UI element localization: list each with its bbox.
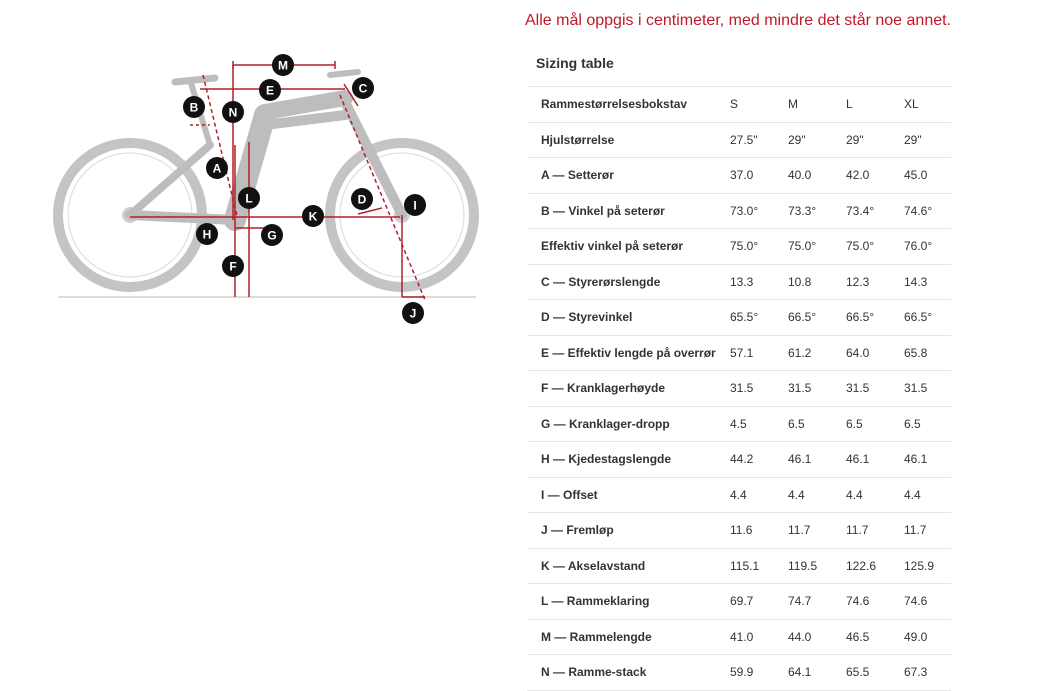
- svg-text:D: D: [357, 192, 367, 207]
- svg-text:B: B: [189, 100, 199, 115]
- row-value: 27.5": [730, 122, 788, 158]
- table-row: [527, 619, 951, 655]
- svg-text:M: M: [278, 58, 288, 73]
- table-row: [527, 193, 951, 229]
- row-value: 66.5°: [788, 300, 846, 336]
- table-row: [527, 122, 951, 158]
- row-value: 4.5: [730, 406, 788, 442]
- row-value: 41.0: [730, 619, 788, 655]
- row-label: A — Setterør: [527, 158, 730, 194]
- row-value: 37.0: [730, 158, 788, 194]
- row-value: 76.0°: [904, 229, 951, 265]
- badge-m: [272, 54, 294, 76]
- row-value: 44.2: [730, 442, 788, 478]
- row-value: 57.1: [730, 335, 788, 371]
- row-value: 11.6: [730, 513, 788, 549]
- row-value: 61.2: [788, 335, 846, 371]
- badge-j: [402, 302, 424, 324]
- row-value: 6.5: [904, 406, 951, 442]
- table-row: [527, 264, 951, 300]
- table-row: [527, 442, 951, 478]
- svg-text:H: H: [202, 227, 212, 242]
- row-value: 125.9: [904, 548, 951, 584]
- table-row: [527, 229, 951, 265]
- svg-text:E: E: [265, 83, 275, 98]
- row-value: 4.4: [846, 477, 904, 513]
- row-label: H — Kjedestagslengde: [527, 442, 730, 478]
- row-value: 64.0: [846, 335, 904, 371]
- badge-k: [302, 205, 324, 227]
- svg-text:F: F: [229, 259, 237, 274]
- row-value: 59.9: [730, 655, 788, 691]
- badge-c: [352, 77, 374, 99]
- sizing-table: [527, 86, 951, 691]
- header-label: Rammestørrelsesbokstav: [527, 87, 730, 123]
- row-value: 65.5: [846, 655, 904, 691]
- svg-text:J: J: [409, 306, 417, 321]
- table-row: [527, 300, 951, 336]
- svg-text:C: C: [358, 81, 368, 96]
- row-value: 115.1: [730, 548, 788, 584]
- row-value: 46.5: [846, 619, 904, 655]
- row-value: 119.5: [788, 548, 846, 584]
- row-value: 31.5: [904, 371, 951, 407]
- row-value: 29": [788, 122, 846, 158]
- badge-i: [404, 194, 426, 216]
- row-label: K — Akselavstand: [527, 548, 730, 584]
- row-value: 66.5°: [904, 300, 951, 336]
- svg-text:L: L: [245, 191, 253, 206]
- row-value: 69.7: [730, 584, 788, 620]
- row-value: 74.6°: [904, 193, 951, 229]
- row-label: I — Offset: [527, 477, 730, 513]
- row-value: 49.0: [904, 619, 951, 655]
- row-value: 122.6: [846, 548, 904, 584]
- table-row: [527, 548, 951, 584]
- row-value: 74.7: [788, 584, 846, 620]
- badge-b: [183, 96, 205, 118]
- table-caption: Sizing table: [536, 55, 614, 71]
- row-value: 31.5: [730, 371, 788, 407]
- row-value: 31.5: [788, 371, 846, 407]
- row-value: 46.1: [846, 442, 904, 478]
- badge-d: [351, 188, 373, 210]
- row-value: 66.5°: [846, 300, 904, 336]
- row-value: 45.0: [904, 158, 951, 194]
- header-size-xl: XL: [904, 87, 951, 123]
- row-value: 4.4: [904, 477, 951, 513]
- row-value: 31.5: [846, 371, 904, 407]
- svg-text:G: G: [267, 228, 277, 243]
- table-row: [527, 655, 951, 691]
- badge-a: [206, 157, 228, 179]
- row-value: 11.7: [788, 513, 846, 549]
- table-row: [527, 584, 951, 620]
- row-label: C — Styrerørslengde: [527, 264, 730, 300]
- units-notice: Alle mål oppgis i centimeter, med mindre det står noe annet.: [525, 12, 951, 29]
- badge-l: [238, 187, 260, 209]
- row-value: 11.7: [846, 513, 904, 549]
- row-value: 67.3: [904, 655, 951, 691]
- row-label: D — Styrevinkel: [527, 300, 730, 336]
- row-value: 29": [904, 122, 951, 158]
- row-value: 6.5: [846, 406, 904, 442]
- table-row: [527, 477, 951, 513]
- row-label: L — Rammeklaring: [527, 584, 730, 620]
- table-row: [527, 406, 951, 442]
- table-row: [527, 335, 951, 371]
- row-value: 42.0: [846, 158, 904, 194]
- row-value: 12.3: [846, 264, 904, 300]
- row-label: J — Fremløp: [527, 513, 730, 549]
- row-value: 74.6: [846, 584, 904, 620]
- badge-h: [196, 223, 218, 245]
- header-size-m: M: [788, 87, 846, 123]
- row-value: 40.0: [788, 158, 846, 194]
- row-label: Hjulstørrelse: [527, 122, 730, 158]
- row-label: Effektiv vinkel på seterør: [527, 229, 730, 265]
- row-value: 14.3: [904, 264, 951, 300]
- row-label: B — Vinkel på seterør: [527, 193, 730, 229]
- row-value: 44.0: [788, 619, 846, 655]
- row-value: 4.4: [788, 477, 846, 513]
- row-value: 65.8: [904, 335, 951, 371]
- row-value: 46.1: [788, 442, 846, 478]
- badge-f: [222, 255, 244, 277]
- table-row: [527, 513, 951, 549]
- row-value: 65.5°: [730, 300, 788, 336]
- row-value: 11.7: [904, 513, 951, 549]
- row-value: 75.0°: [788, 229, 846, 265]
- row-value: 64.1: [788, 655, 846, 691]
- table-header-row: [527, 87, 951, 123]
- row-value: 4.4: [730, 477, 788, 513]
- row-label: E — Effektiv lengde på overrør: [527, 335, 730, 371]
- row-value: 73.4°: [846, 193, 904, 229]
- svg-text:K: K: [308, 209, 318, 224]
- row-value: 73.0°: [730, 193, 788, 229]
- svg-text:A: A: [212, 161, 222, 176]
- bike-geometry-diagram: [40, 50, 500, 340]
- row-value: 46.1: [904, 442, 951, 478]
- row-label: G — Kranklager-dropp: [527, 406, 730, 442]
- table-row: [527, 158, 951, 194]
- table-row: [527, 371, 951, 407]
- badge-n: [222, 101, 244, 123]
- row-value: 75.0°: [846, 229, 904, 265]
- badge-e: [259, 79, 281, 101]
- row-value: 73.3°: [788, 193, 846, 229]
- row-value: 29": [846, 122, 904, 158]
- row-label: M — Rammelengde: [527, 619, 730, 655]
- svg-text:N: N: [228, 105, 238, 120]
- row-value: 75.0°: [730, 229, 788, 265]
- header-size-l: L: [846, 87, 904, 123]
- svg-text:I: I: [413, 198, 417, 213]
- row-value: 10.8: [788, 264, 846, 300]
- row-label: F — Kranklagerhøyde: [527, 371, 730, 407]
- header-size-s: S: [730, 87, 788, 123]
- badge-g: [261, 224, 283, 246]
- row-value: 13.3: [730, 264, 788, 300]
- row-value: 6.5: [788, 406, 846, 442]
- row-label: N — Ramme-stack: [527, 655, 730, 691]
- row-value: 74.6: [904, 584, 951, 620]
